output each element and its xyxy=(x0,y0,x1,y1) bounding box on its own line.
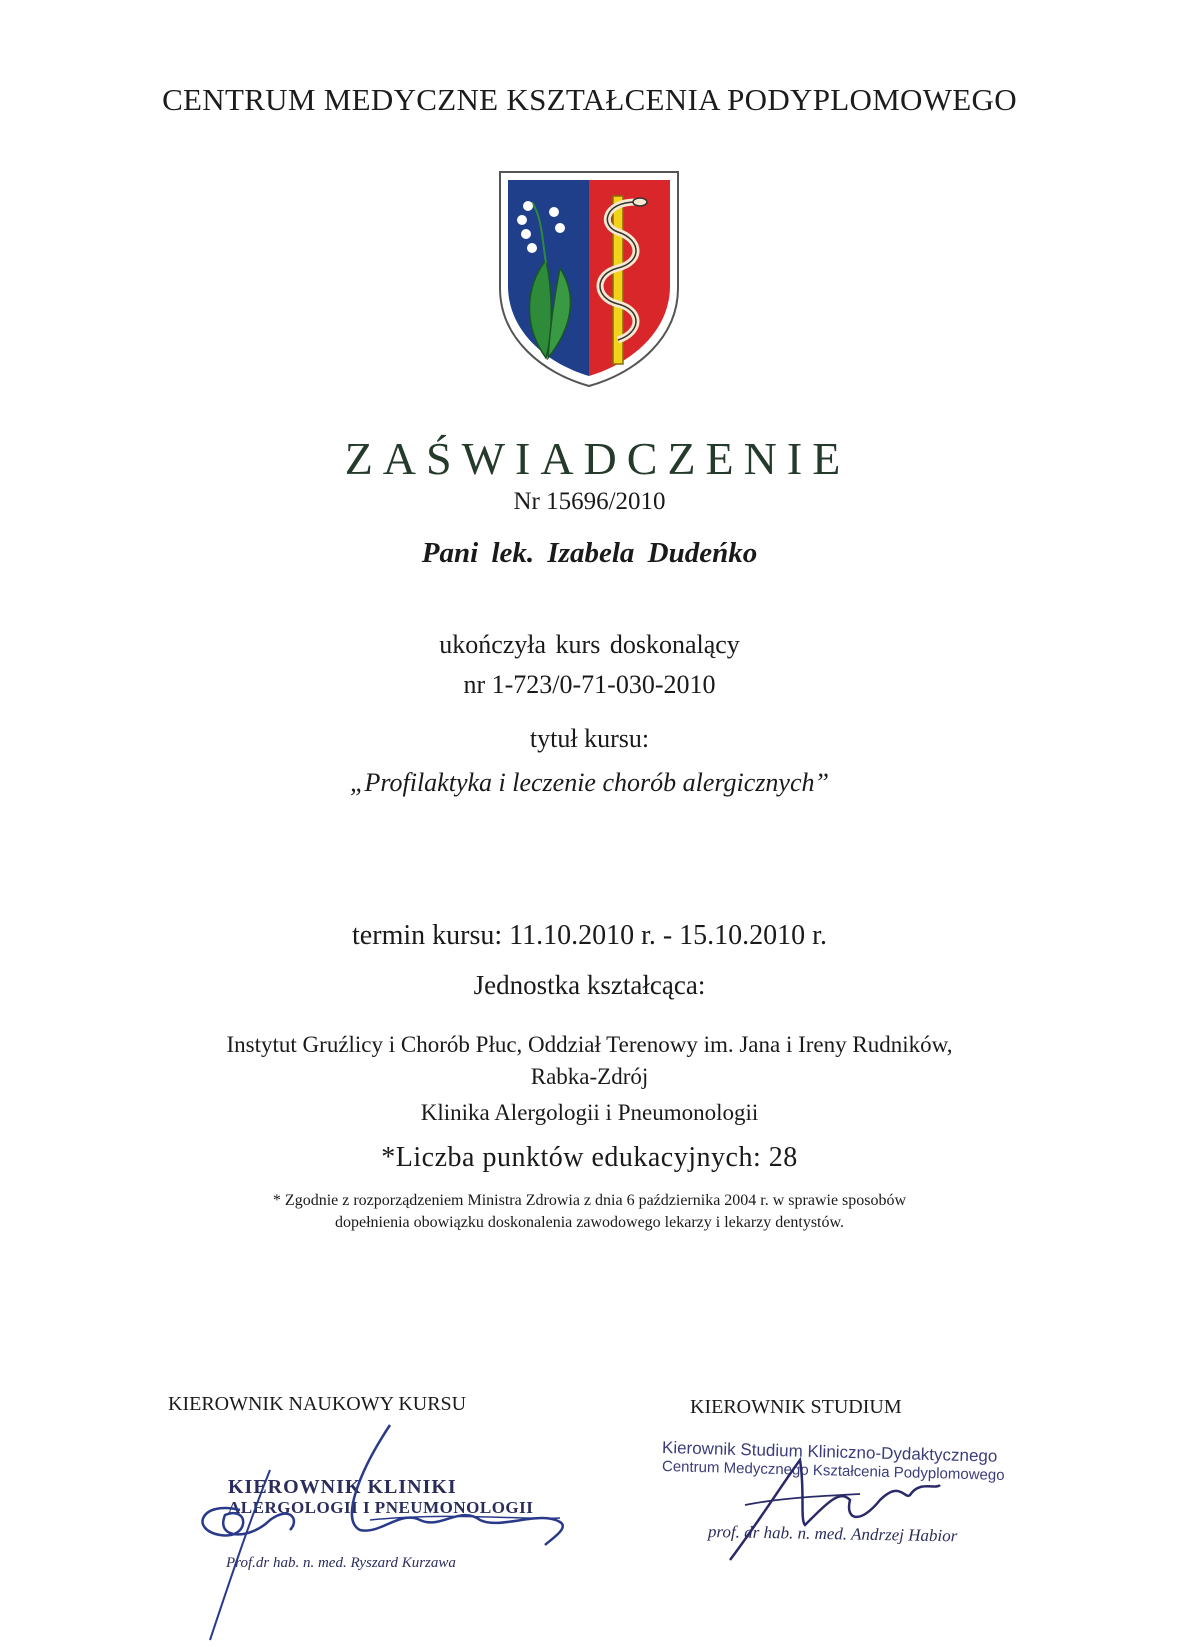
medical-crest-icon xyxy=(496,168,682,390)
education-points: *Liczba punktów edukacyjnych: 28 xyxy=(381,1142,798,1173)
footnote-line-1: * Zgodnie z rozporządzeniem Ministra Zdrowia z dnia 6 października 2004 r. w sprawie sposobów xyxy=(272,1192,907,1209)
unit-line-1: Instytut Gruźlicy i Chorób Płuc, Oddział Terenowy im. Jana i Ireny Rudników, xyxy=(226,1032,953,1057)
unit-line-3: Klinika Alergologii i Pneumonologii xyxy=(420,1100,759,1125)
left-stamp-line-2: ALERGOLOGII I PNEUMONOLOGII xyxy=(228,1498,534,1517)
right-stamp-line-1: Kierownik Studium Kliniczno-Dydaktycznego xyxy=(661,1438,998,1466)
left-stamp-line-1: KIEROWNIK KLINIKI xyxy=(228,1476,457,1498)
right-signature-label: KIEROWNIK STUDIUM xyxy=(690,1396,902,1418)
left-signature-label: KIEROWNIK NAUKOWY KURSU xyxy=(168,1393,467,1415)
right-stamp-line-2: Centrum Medycznego Kształcenia Podyplomowego xyxy=(661,1458,1005,1484)
course-title-label: tytuł kursu: xyxy=(529,724,650,753)
footnote-line-2: dopełnienia obowiązku doskonalenia zawodowego lekarzy i lekarzy dentystów. xyxy=(334,1214,844,1231)
recipient-name: Pani lek. Izabela Dudeńko xyxy=(421,537,758,569)
unit-line-2: Rabka-Zdrój xyxy=(530,1064,649,1089)
institution-name: CENTRUM MEDYCZNE KSZTAŁCENIA PODYPLOMOWEGO xyxy=(162,82,1017,117)
right-signatory-name: prof. dr hab. n. med. Andrzej Habior xyxy=(707,1522,958,1546)
document-number: Nr 15696/2010 xyxy=(513,488,666,515)
left-signatory-name: Prof.dr hab. n. med. Ryszard Kurzawa xyxy=(226,1555,456,1571)
course-dates: termin kursu: 11.10.2010 r. - 15.10.2010 r. xyxy=(352,920,827,951)
completed-text: ukończyła kurs doskonalący xyxy=(439,630,740,659)
course-number: nr 1-723/0-71-030-2010 xyxy=(463,670,716,699)
unit-label: Jednostka kształcąca: xyxy=(473,970,706,1000)
document-title: ZAŚWIADCZENIE xyxy=(344,433,851,484)
course-title: „Profilaktyka i leczenie chorób alergicznych” xyxy=(350,768,829,797)
